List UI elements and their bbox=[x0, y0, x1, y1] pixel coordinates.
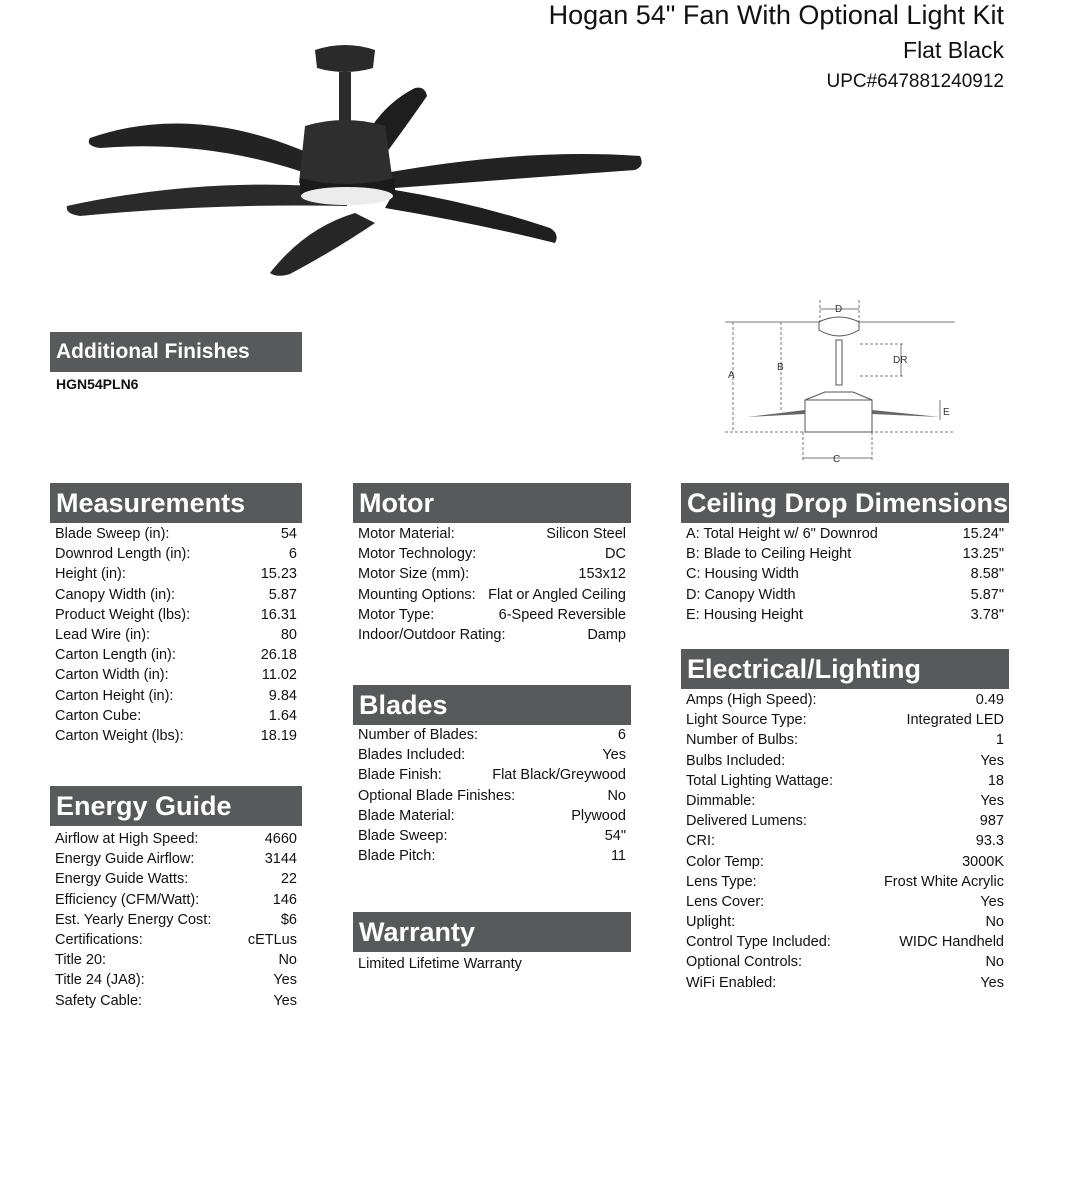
spec-row: WiFi Enabled: Yes bbox=[686, 974, 1004, 991]
product-title: Hogan 54" Fan With Optional Light Kit bbox=[548, 0, 1004, 30]
additional-finishes-heading: Additional Finishes bbox=[50, 332, 302, 372]
product-finish: Flat Black bbox=[903, 37, 1004, 63]
ceiling-drop-table bbox=[681, 524, 1009, 625]
spec-row: Carton Weight (lbs): 18.19 bbox=[55, 727, 297, 744]
spec-row: Motor Type: 6-Speed Reversible bbox=[358, 606, 626, 623]
spec-row: Energy Guide Airflow: 3144 bbox=[55, 851, 297, 868]
spec-row: Control Type Included: WIDC Handheld bbox=[686, 934, 1004, 951]
spec-row: Number of Bulbs: 1 bbox=[686, 732, 1004, 749]
spec-row: Lead Wire (in): 80 bbox=[55, 626, 297, 643]
spec-row: Blade Pitch: 11 bbox=[358, 848, 626, 865]
warranty-text: Limited Lifetime Warranty bbox=[358, 956, 522, 972]
additional-finish-sku: HGN54PLN6 bbox=[56, 376, 139, 392]
blades-table bbox=[353, 725, 631, 866]
spec-row: Product Weight (lbs): 16.31 bbox=[55, 606, 297, 623]
electrical-lighting-table bbox=[681, 690, 1009, 993]
spec-row: Mounting Options: Flat or Angled Ceiling bbox=[358, 586, 626, 603]
spec-row: E: Housing Height 3.78" bbox=[686, 606, 1004, 623]
spec-row: Light Source Type: Integrated LED bbox=[686, 712, 1004, 729]
diagram-label-e: E bbox=[943, 407, 950, 418]
spec-row: Blades Included: Yes bbox=[358, 747, 626, 764]
spec-row: C: Housing Width 8.58" bbox=[686, 566, 1004, 583]
product-upc: UPC#647881240912 bbox=[826, 71, 1004, 92]
diagram-label-c: C bbox=[833, 454, 841, 465]
spec-row: Safety Cable: Yes bbox=[55, 992, 297, 1009]
spec-row: Carton Length (in): 26.18 bbox=[55, 647, 297, 664]
spec-row: Carton Width (in): 11.02 bbox=[55, 667, 297, 684]
diagram-label-d: D bbox=[835, 304, 843, 315]
ceiling-drop-diagram bbox=[725, 300, 955, 468]
spec-row: Blade Material: Plywood bbox=[358, 807, 626, 824]
spec-row: Delivered Lumens: 987 bbox=[686, 813, 1004, 830]
measurements-table bbox=[50, 524, 302, 746]
diagram-label-b: B bbox=[777, 362, 784, 373]
diagram-label-a: A bbox=[728, 370, 735, 381]
spec-row: Total Lighting Wattage: 18 bbox=[686, 772, 1004, 789]
spec-row: Lens Type: Frost White Acrylic bbox=[686, 873, 1004, 890]
spec-row: Canopy Width (in): 5.87 bbox=[55, 586, 297, 603]
spec-row: Blade Sweep (in): 54 bbox=[55, 526, 297, 542]
spec-row: Dimmable: Yes bbox=[686, 792, 1004, 809]
spec-row: Blade Finish: Flat Black/Greywood bbox=[358, 767, 626, 784]
spec-row: Title 20: No bbox=[55, 952, 297, 969]
spec-row: Bulbs Included: Yes bbox=[686, 752, 1004, 769]
spec-row: Lens Cover: Yes bbox=[686, 893, 1004, 910]
spec-row: Optional Blade Finishes: No bbox=[358, 787, 626, 804]
spec-row: Downrod Length (in): 6 bbox=[55, 546, 297, 563]
diagram-label-dr: DR bbox=[893, 355, 908, 366]
ceiling-drop-heading: Ceiling Drop Dimensions bbox=[681, 483, 1009, 523]
spec-row: Energy Guide Watts: 22 bbox=[55, 871, 297, 888]
spec-row: D: Canopy Width 5.87" bbox=[686, 586, 1004, 603]
spec-row: CRI: 93.3 bbox=[686, 833, 1004, 850]
spec-row: Title 24 (JA8): Yes bbox=[55, 972, 297, 989]
motor-heading: Motor bbox=[353, 483, 631, 523]
spec-row: Carton Height (in): 9.84 bbox=[55, 687, 297, 704]
spec-row: A: Total Height w/ 6" Downrod 15.24" bbox=[686, 526, 1004, 542]
energy-guide-table bbox=[50, 829, 302, 1011]
spec-row: Est. Yearly Energy Cost: $6 bbox=[55, 911, 297, 928]
energy-guide-heading: Energy Guide bbox=[50, 786, 302, 826]
warranty-heading: Warranty bbox=[353, 912, 631, 952]
spec-row: Motor Material: Silicon Steel bbox=[358, 526, 626, 542]
spec-row: Airflow at High Speed: 4660 bbox=[55, 831, 297, 847]
ceiling-fan-product-image bbox=[55, 38, 655, 288]
spec-row: Motor Technology: DC bbox=[358, 546, 626, 563]
spec-row: Carton Cube: 1.64 bbox=[55, 707, 297, 724]
spec-row: Color Temp: 3000K bbox=[686, 853, 1004, 870]
spec-row: Certifications: cETLus bbox=[55, 931, 297, 948]
spec-row: Number of Blades: 6 bbox=[358, 727, 626, 743]
spec-row: Indoor/Outdoor Rating: Damp bbox=[358, 626, 626, 643]
motor-table bbox=[353, 524, 631, 645]
measurements-heading: Measurements bbox=[50, 483, 302, 523]
spec-row: Blade Sweep: 54" bbox=[358, 827, 626, 844]
spec-row: Height (in): 15.23 bbox=[55, 566, 297, 583]
spec-row: Efficiency (CFM/Watt): 146 bbox=[55, 891, 297, 908]
spec-row: Uplight: No bbox=[686, 914, 1004, 931]
blades-heading: Blades bbox=[353, 685, 631, 725]
spec-row: Motor Size (mm): 153x12 bbox=[358, 566, 626, 583]
spec-row: Optional Controls: No bbox=[686, 954, 1004, 971]
electrical-lighting-heading: Electrical/Lighting bbox=[681, 649, 1009, 689]
spec-row: B: Blade to Ceiling Height 13.25" bbox=[686, 546, 1004, 563]
spec-row: Amps (High Speed): 0.49 bbox=[686, 692, 1004, 708]
